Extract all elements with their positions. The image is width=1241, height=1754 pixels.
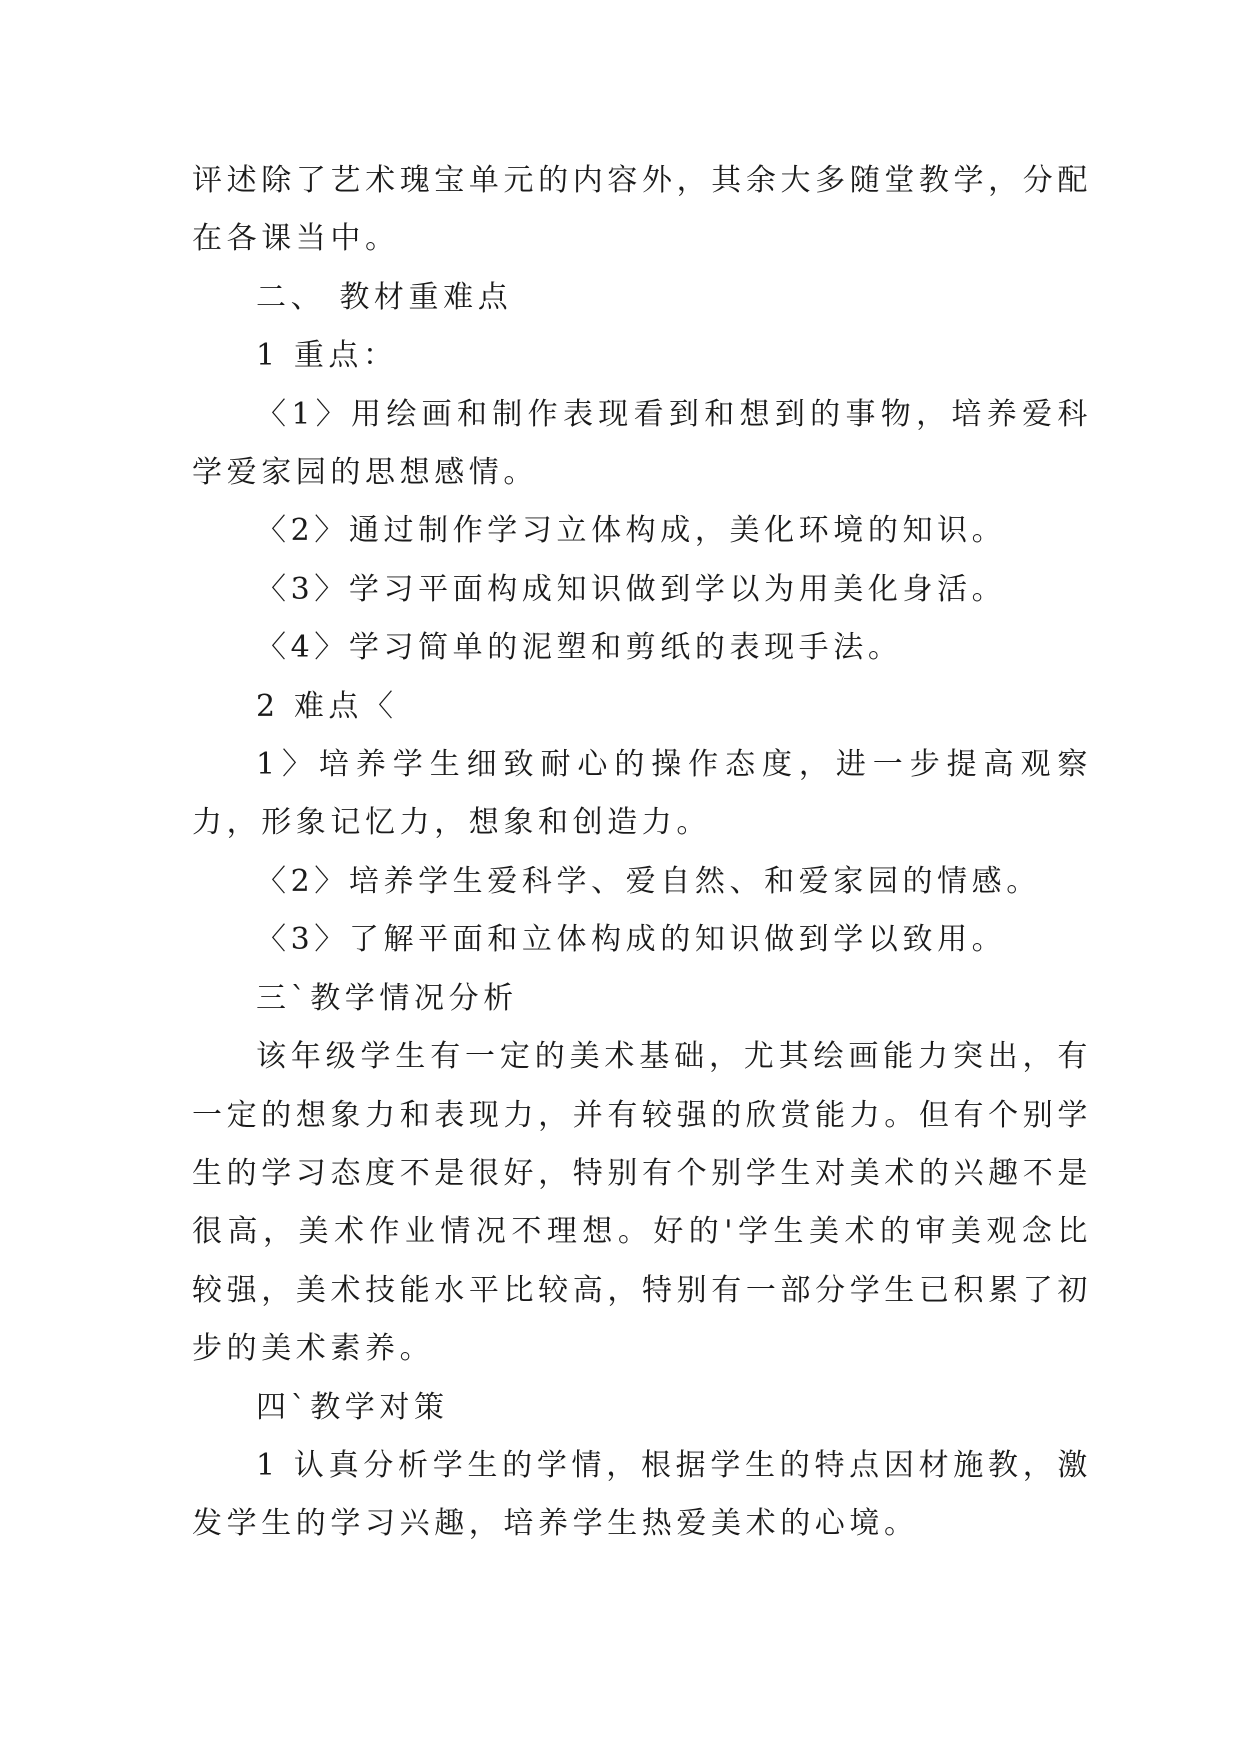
paragraph-intro-continuation: 评述除了艺术瑰宝单元的内容外，其余大多随堂教学，分配在各课当中。 xyxy=(192,163,1092,257)
paragraph-difficulty-2: 〈2〉培养学生爱科学、爱自然、和爱家园的情感。 xyxy=(256,863,1041,899)
paragraph-emphasis-1: 〈1〉用绘画和制作表现看到和想到的事物，培养爱科学爱家园的思想感情。 xyxy=(192,396,1092,491)
section-heading-key-points: 二、 教材重难点 xyxy=(256,279,513,315)
paragraph-difficulty-3: 〈3〉了解平面和立体构成的知识做到学以致用。 xyxy=(256,922,1007,958)
section-heading-teaching-strategy: 四`教学对策 xyxy=(256,1389,449,1425)
subheading-emphasis: 1 重点： xyxy=(256,338,398,374)
paragraph-difficulty-1: 1〉培养学生细致耐心的操作态度，进一步提高观察力，形象记忆力，想象和创造力。 xyxy=(192,747,1092,841)
subheading-difficulties: 2 难点〈 xyxy=(256,688,398,724)
paragraph-strategy-1: 1 认真分析学生的学情，根据学生的特点因材施教，激发学生的学习兴趣，培养学生热爱美术的心境。 xyxy=(192,1447,1092,1542)
paragraph-emphasis-4: 〈4〉学习简单的泥塑和剪纸的表现手法。 xyxy=(256,630,903,666)
section-heading-teaching-analysis: 三`教学情况分析 xyxy=(256,980,518,1016)
paragraph-emphasis-2: 〈2〉通过制作学习立体构成，美化环境的知识。 xyxy=(256,513,1007,549)
paragraph-emphasis-3: 〈3〉学习平面构成知识做到学以为用美化身活。 xyxy=(256,571,1007,607)
document-body xyxy=(192,152,1092,1554)
paragraph-student-analysis: 该年级学生有一定的美术基础，尤其绘画能力突出，有一定的想象力和表现力，并有较强的欣赏能力。但有个别学生的学习态度不是很好，特别有个别学生对美术的兴趣不是很高，美术作业情况不理想。好的'学生美术的审美观念比较强，美术技能水平比较高，特别有一部分学生已积累了初步的美术素养。 xyxy=(192,1039,1092,1367)
